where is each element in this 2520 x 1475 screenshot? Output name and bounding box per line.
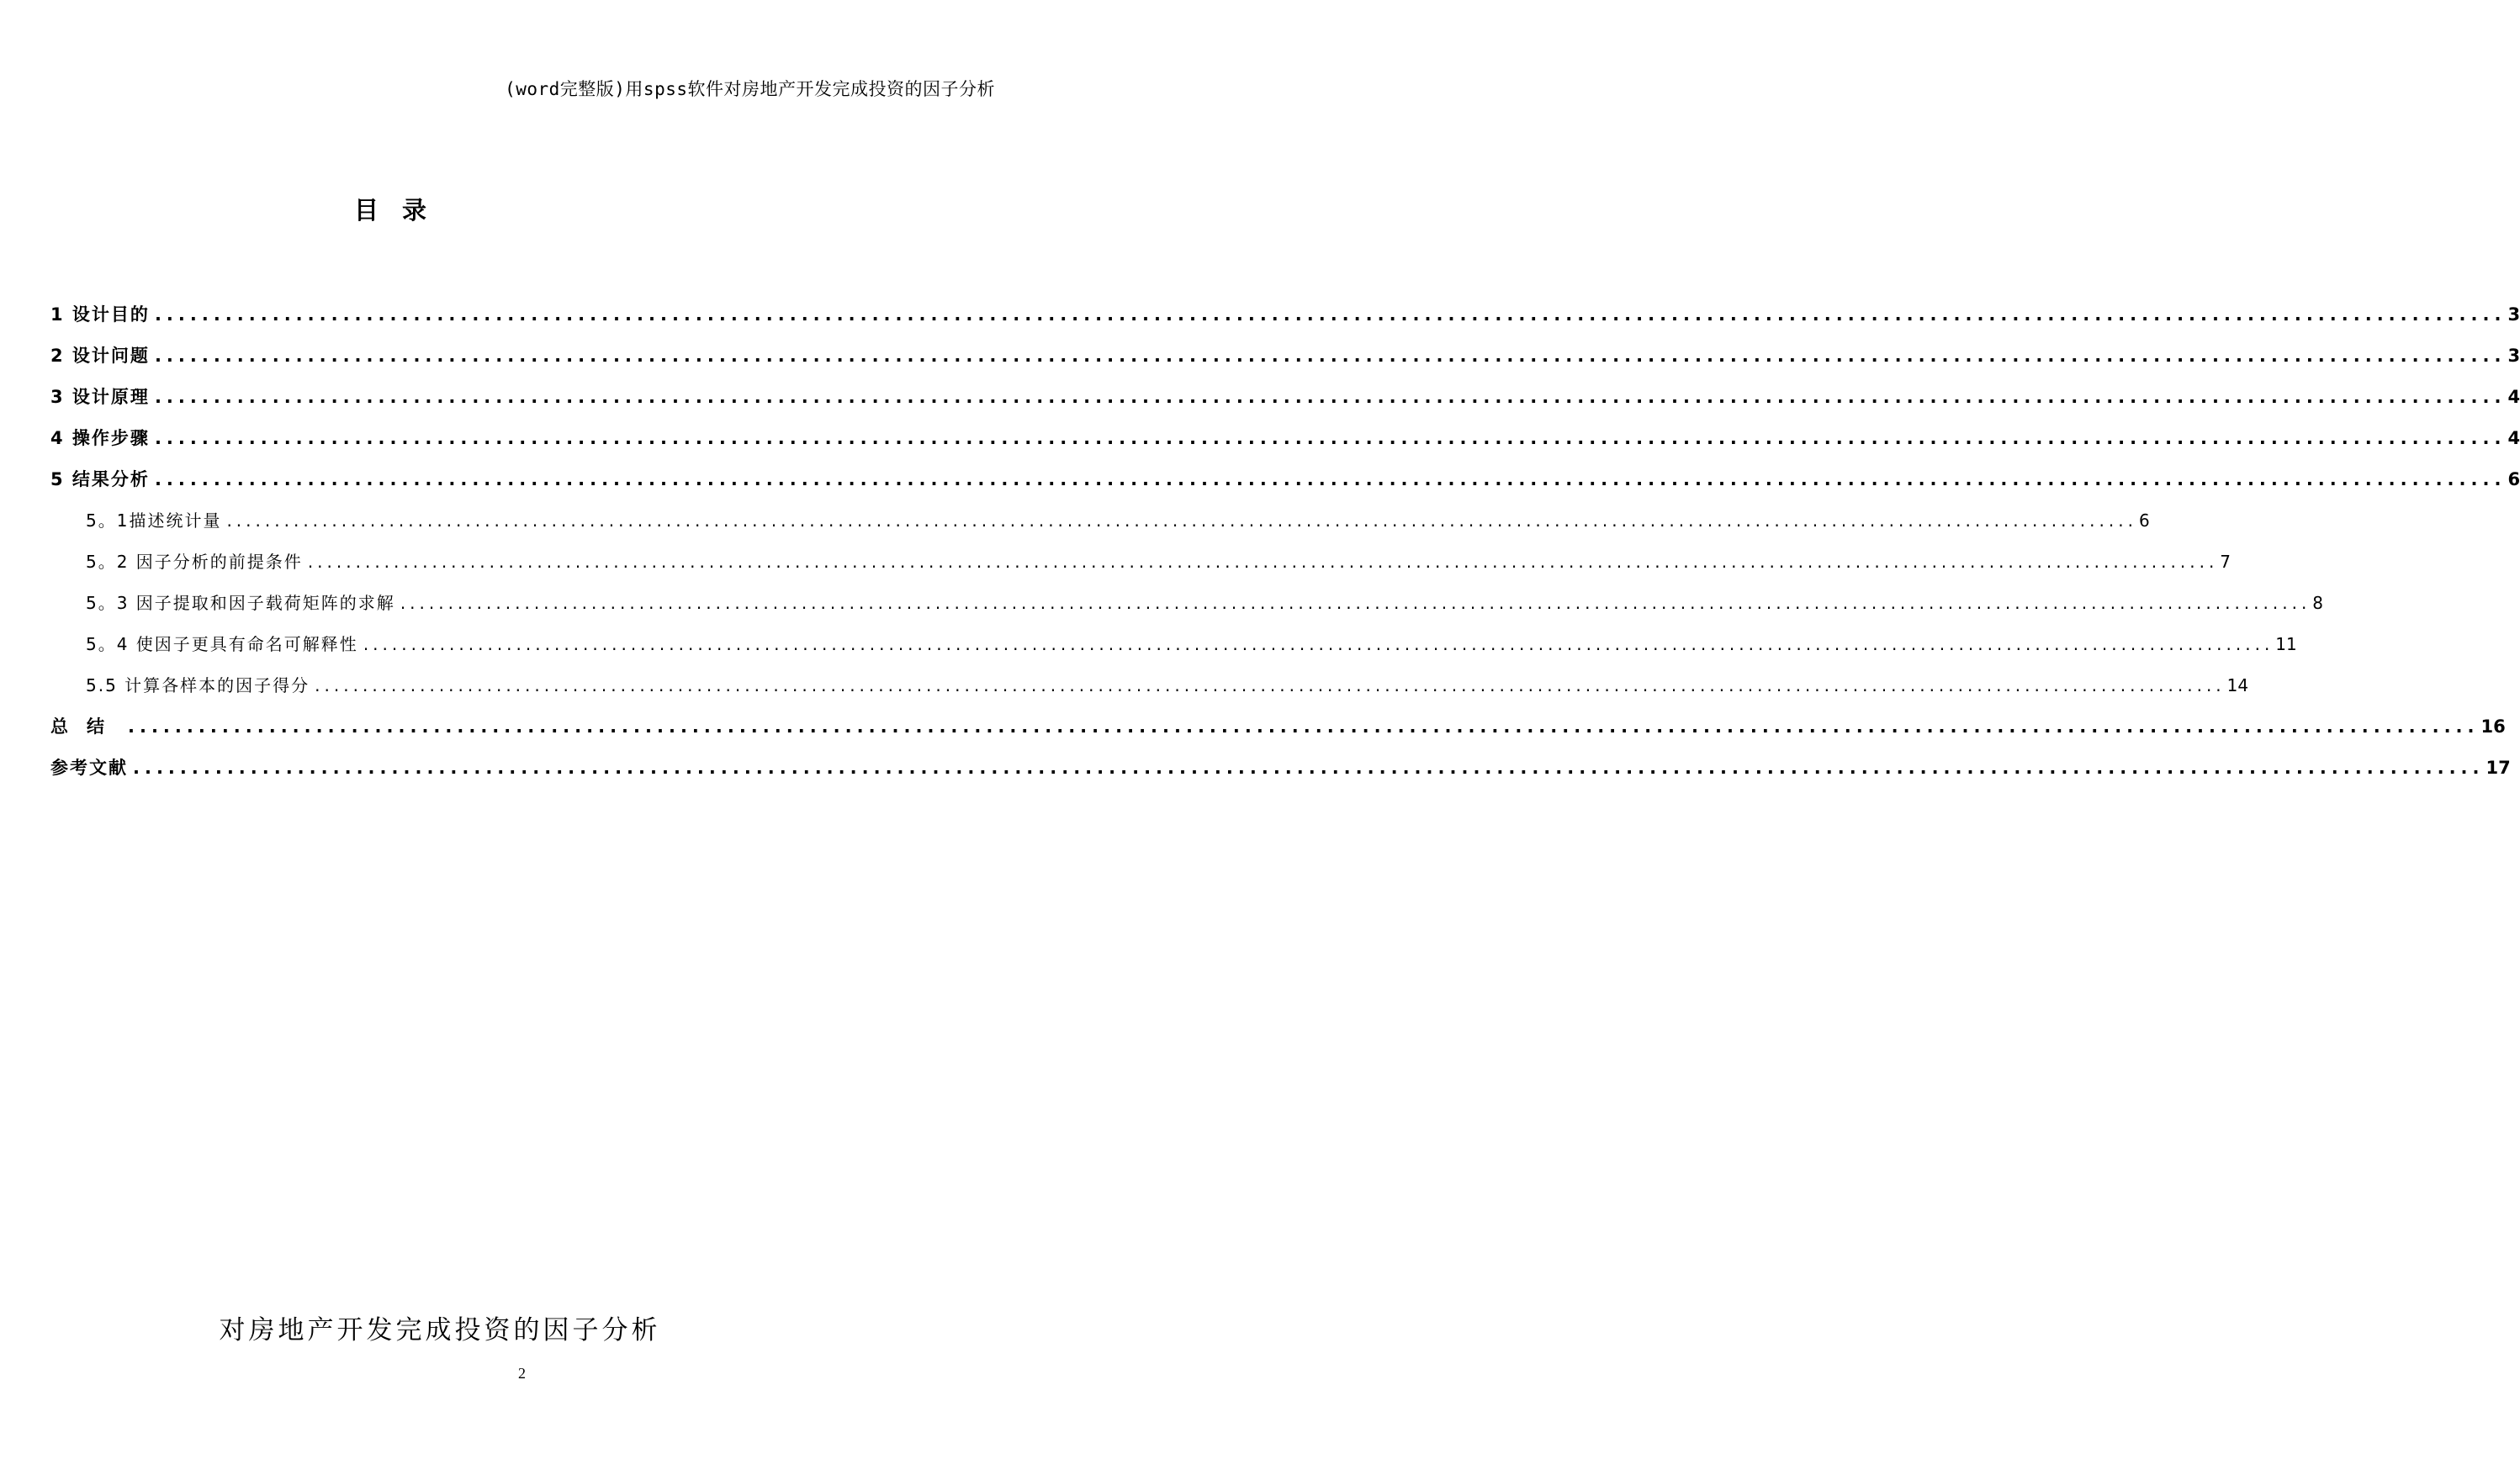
toc-entry-summary[interactable]: [50, 706, 2506, 748]
toc-entry-prerequisites[interactable]: [50, 542, 2231, 583]
toc-entry-design-problem[interactable]: [50, 336, 2520, 377]
toc-entry-page: 3: [2507, 304, 2520, 325]
toc-entry-result-analysis[interactable]: [50, 459, 2520, 500]
toc-entry-page: 4: [2507, 387, 2520, 407]
toc-dot-leader: ........................................................................................................................................................................................................: [226, 510, 2137, 531]
document-heading: 对房地产开发完成投资的因子分析: [219, 1315, 661, 1345]
toc-entry-references[interactable]: [50, 748, 2511, 789]
toc-dot-leader: ........................................................................................................................................................................................................: [154, 387, 2507, 407]
toc-title: 目录: [353, 196, 450, 225]
toc-entry-design-purpose[interactable]: [50, 294, 2520, 336]
toc-entry-label: 3 设计原理: [50, 387, 150, 407]
toc-dot-leader: ........................................................................................................................................................................................................: [133, 758, 2485, 778]
toc-entry-design-principle[interactable]: [50, 377, 2520, 418]
toc-entry-label: 5 结果分析: [50, 469, 150, 489]
toc-entry-page: 7: [2220, 552, 2231, 572]
toc-entry-page: 6: [2507, 469, 2520, 489]
toc-entry-page: 6: [2138, 510, 2150, 531]
toc-entry-descriptive-statistics[interactable]: [50, 500, 2150, 542]
toc-entry-label: 参考文献: [50, 758, 128, 778]
toc-entry-label: 4 操作步骤: [50, 428, 150, 448]
toc-entry-label: 1 设计目的: [50, 304, 150, 325]
toc-entry-factor-scores[interactable]: [50, 665, 2249, 706]
toc-entry-label: 5。3 因子提取和因子载荷矩阵的求解: [86, 593, 395, 613]
toc-entry-page: 4: [2507, 428, 2520, 448]
toc-dot-leader: ........................................................................................................................................................................................................: [315, 675, 2226, 695]
toc-entry-page: 8: [2312, 593, 2324, 613]
page-number: 2: [518, 1365, 526, 1382]
toc-entry-page: 14: [2226, 675, 2249, 695]
toc-entry-operation-steps[interactable]: [50, 418, 2520, 459]
toc-entry-label: 5。1描述统计量: [86, 510, 222, 531]
toc-entry-page: 16: [2480, 716, 2506, 737]
toc-entry-label: 5。2 因子分析的前提条件: [86, 552, 303, 572]
toc-dot-leader: ........................................................................................................................................................................................................: [307, 552, 2219, 572]
toc-dot-leader: ........................................................................................................................................................................................................: [154, 304, 2507, 325]
toc-entry-label: 总结: [50, 716, 123, 737]
page-header: (word完整版)用spss软件对房地产开发完成投资的因子分析: [505, 79, 995, 99]
toc-entry-page: 3: [2507, 346, 2520, 366]
toc-dot-leader: ........................................................................................................................................................................................................: [154, 346, 2507, 366]
toc-entry-label: 2 设计问题: [50, 346, 150, 366]
toc-entry-factor-extraction[interactable]: [50, 583, 2324, 624]
table-of-contents: [50, 294, 2520, 789]
toc-entry-label: 5。4 使因子更具有命名可解释性: [86, 634, 358, 654]
toc-dot-leader: ........................................................................................................................................................................................................: [154, 428, 2507, 448]
toc-entry-factor-interpretability[interactable]: [50, 624, 2297, 665]
toc-dot-leader: ........................................................................................................................................................................................................: [400, 593, 2311, 613]
toc-entry-page: 11: [2275, 634, 2297, 654]
toc-entry-page: 17: [2486, 758, 2511, 778]
toc-dot-leader: ........................................................................................................................................................................................................: [363, 634, 2274, 654]
toc-dot-leader: ........................................................................................................................................................................................................: [128, 716, 2480, 737]
toc-entry-label: 5.5 计算各样本的因子得分: [86, 675, 310, 695]
toc-dot-leader: ........................................................................................................................................................................................................: [154, 469, 2507, 489]
